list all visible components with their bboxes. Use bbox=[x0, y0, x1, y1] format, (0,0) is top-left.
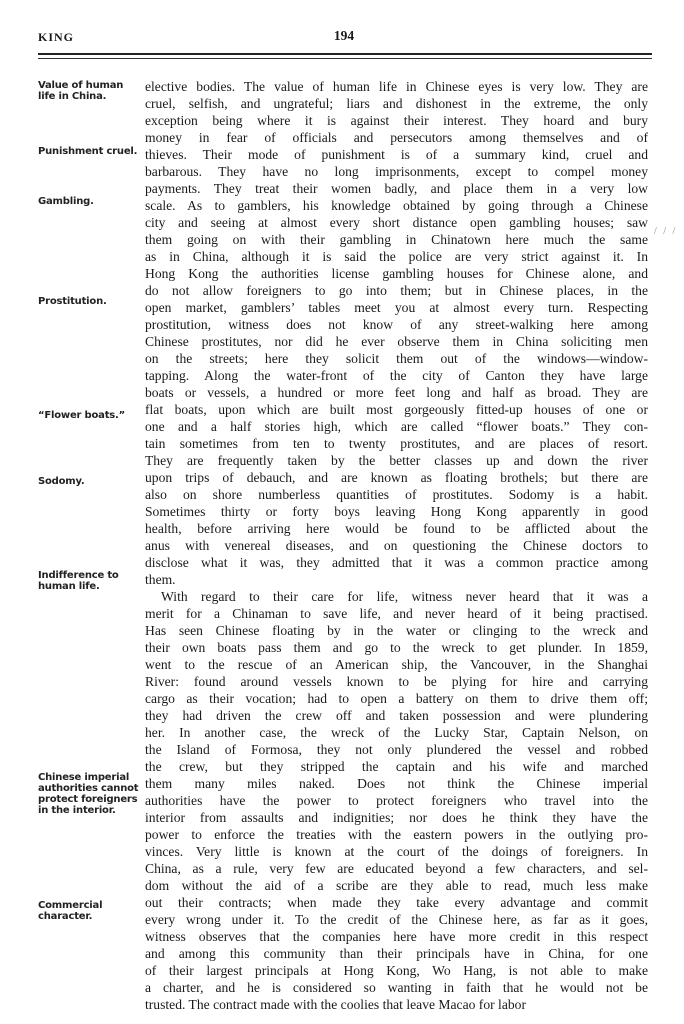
sidenote-indifference: Indifference to human life. bbox=[38, 570, 119, 592]
body-line: prostitution, witness does not know of any street-walking here among bbox=[145, 317, 648, 332]
sidenote-value-of-life: Value of human life in China. bbox=[38, 80, 124, 102]
body-line: also on shore numberless quantities of prostitutes. Sodomy is a habit. bbox=[145, 487, 648, 502]
header-rule-thick bbox=[38, 53, 652, 55]
body-line: anus with venereal diseases, and on questioning the Chinese doctors to bbox=[145, 538, 648, 553]
body-line: disclose what it was, they admitted that it was a common practice among bbox=[145, 555, 648, 570]
sidenote-prostitution: Prostitution. bbox=[38, 296, 107, 307]
sidenote-punishment: Punishment cruel. bbox=[38, 146, 138, 157]
header-rule-thin bbox=[38, 58, 652, 59]
body-line: Has seen Chinese floating by in the water or clinging to the wreck and bbox=[145, 623, 648, 638]
body-line: tain sometimes from ten to twenty prostitutes, and are places of resort. bbox=[145, 436, 648, 451]
body-line: cruel, selfish, and ungrateful; liars and dishonest in the extreme, the only bbox=[145, 96, 648, 111]
body-line: merit for a Chinaman to save life, and never heard of it being practised. bbox=[145, 606, 648, 621]
body-line: open market, gamblers’ tables meet you at almost every turn. Respecting bbox=[145, 300, 648, 315]
body-line: went to the rescue of an American ship, the Vancouver, in the Shanghai bbox=[145, 657, 648, 672]
body-line: exception being where it is against their interest. They hoard and bury bbox=[145, 113, 648, 128]
body-line: Hong Kong the authorities license gambling houses for Chinese alone, and bbox=[145, 266, 648, 281]
body-line: payments. They treat their women badly, and place them in a very low bbox=[145, 181, 648, 196]
sidenote-imperial-authorities: Chinese imperial authorities cannot protect foreigners in the interior. bbox=[38, 772, 139, 816]
body-line: her. In another case, the wreck of the Lucky Star, Captain Nelson, on bbox=[145, 725, 648, 740]
body-line: city and seeing at almost every short distance open gambling houses; saw bbox=[145, 215, 648, 230]
body-line: interior from assaults and indignities; nor does he think they have the bbox=[145, 810, 648, 825]
body-line: of their largest principals at Hong Kong, Wo Hang, is not able to make bbox=[145, 963, 648, 978]
body-line: do not allow foreigners to go into them; but in Chinese places, in the bbox=[145, 283, 648, 298]
running-head bbox=[38, 28, 650, 48]
body-line: out their contracts; when made they take every advantage and commit bbox=[145, 895, 648, 910]
running-head-name: KING bbox=[38, 30, 75, 44]
stray-pencil-mark: / / / bbox=[654, 226, 678, 237]
body-line: on the streets; here they solicit them out of the windows—window- bbox=[145, 351, 648, 366]
sidenote-sodomy: Sodomy. bbox=[38, 476, 85, 487]
body-line: upon trips of debauch, and are known as floating brothels; but there are bbox=[145, 470, 648, 485]
body-line: cargo as their vocation; had to open a battery on them to drive them off; bbox=[145, 691, 648, 706]
page-number: 194 bbox=[333, 28, 355, 43]
body-line: They are frequently taken by the better classes up and down the river bbox=[145, 453, 648, 468]
sidenote-commercial: Commercial character. bbox=[38, 900, 103, 922]
sidenote-gambling: Gambling. bbox=[38, 196, 94, 207]
body-line: every wrong under it. To the credit of the Chinese here, as far as it goes, bbox=[145, 912, 648, 927]
body-line: boats or vessels, a hundred or more feet long and half as broad. They are bbox=[145, 385, 648, 400]
body-line: elective bodies. The value of human life in Chinese eyes is very low. They are bbox=[145, 79, 648, 94]
body-line: China, as a rule, very few are educated beyond a few characters, and sel- bbox=[145, 861, 648, 876]
body-line: dom without the aid of a scribe are they able to read, much less make bbox=[145, 878, 648, 893]
body-line: trusted. The contract made with the coolies that leave Macao for labor bbox=[145, 997, 526, 1012]
body-line: thieves. Their mode of punishment is of a summary kind, cruel and bbox=[145, 147, 648, 162]
body-line: tapping. Along the water-front of the city of Canton they have large bbox=[145, 368, 648, 383]
body-line: one and a half stories high, which are called “flower boats.” They con- bbox=[145, 419, 648, 434]
body-line: power to enforce the treaties with the eastern powers in the outlying pro- bbox=[145, 827, 648, 842]
body-line: money in fear of officials and persecutors among themselves and of bbox=[145, 130, 648, 145]
body-line: the crew, but they stripped the captain and his wife and marched bbox=[145, 759, 648, 774]
body-line: flat boats, upon which are built most gorgeously fitted-up houses of one or bbox=[145, 402, 648, 417]
body-line: Sometimes thirty or forty boys leaving Hong Kong apparently in good bbox=[145, 504, 648, 519]
body-line: River: found around vessels known to be plying for hire and carrying bbox=[145, 674, 648, 689]
body-line: scale. As to gamblers, his knowledge obtained by going through a Chinese bbox=[145, 198, 648, 213]
body-line: authorities have the power to protect foreigners who travel into the bbox=[145, 793, 648, 808]
body-line: their own boats pass them and go to the wreck to get plunder. In 1859, bbox=[145, 640, 648, 655]
body-line: a charter, and he is considered so wanting in faith that he would not be bbox=[145, 980, 648, 995]
body-line: With regard to their care for life, witness never heard that it was a bbox=[161, 589, 648, 604]
body-line: as in China, although it is said the police are very strict against it. In bbox=[145, 249, 648, 264]
body-line: they had driven the crew off and taken possession and were plundering bbox=[145, 708, 648, 723]
body-line: them many miles naked. Does not think the Chinese imperial bbox=[145, 776, 648, 791]
body-line: the Island of Formosa, they not only plundered the vessel and robbed bbox=[145, 742, 648, 757]
body-line: Chinese prostitutes, nor did he ever observe them in China soliciting men bbox=[145, 334, 648, 349]
body-line: them going on with their gambling in Chinatown here much the same bbox=[145, 232, 648, 247]
body-line: vinces. Very little is known at the court of the doings of foreigners. In bbox=[145, 844, 648, 859]
body-line: health, before arriving here would be found to be afflicted about the bbox=[145, 521, 648, 536]
sidenote-flower-boats: “Flower boats.” bbox=[38, 410, 126, 421]
body-line: witness observes that the companies here have more credit in this respect bbox=[145, 929, 648, 944]
body-line: them. bbox=[145, 572, 176, 587]
body-line: barbarous. They have no long imprisonments, except to compel money bbox=[145, 164, 648, 179]
body-line: and among this community than their principals have in China, for one bbox=[145, 946, 648, 961]
